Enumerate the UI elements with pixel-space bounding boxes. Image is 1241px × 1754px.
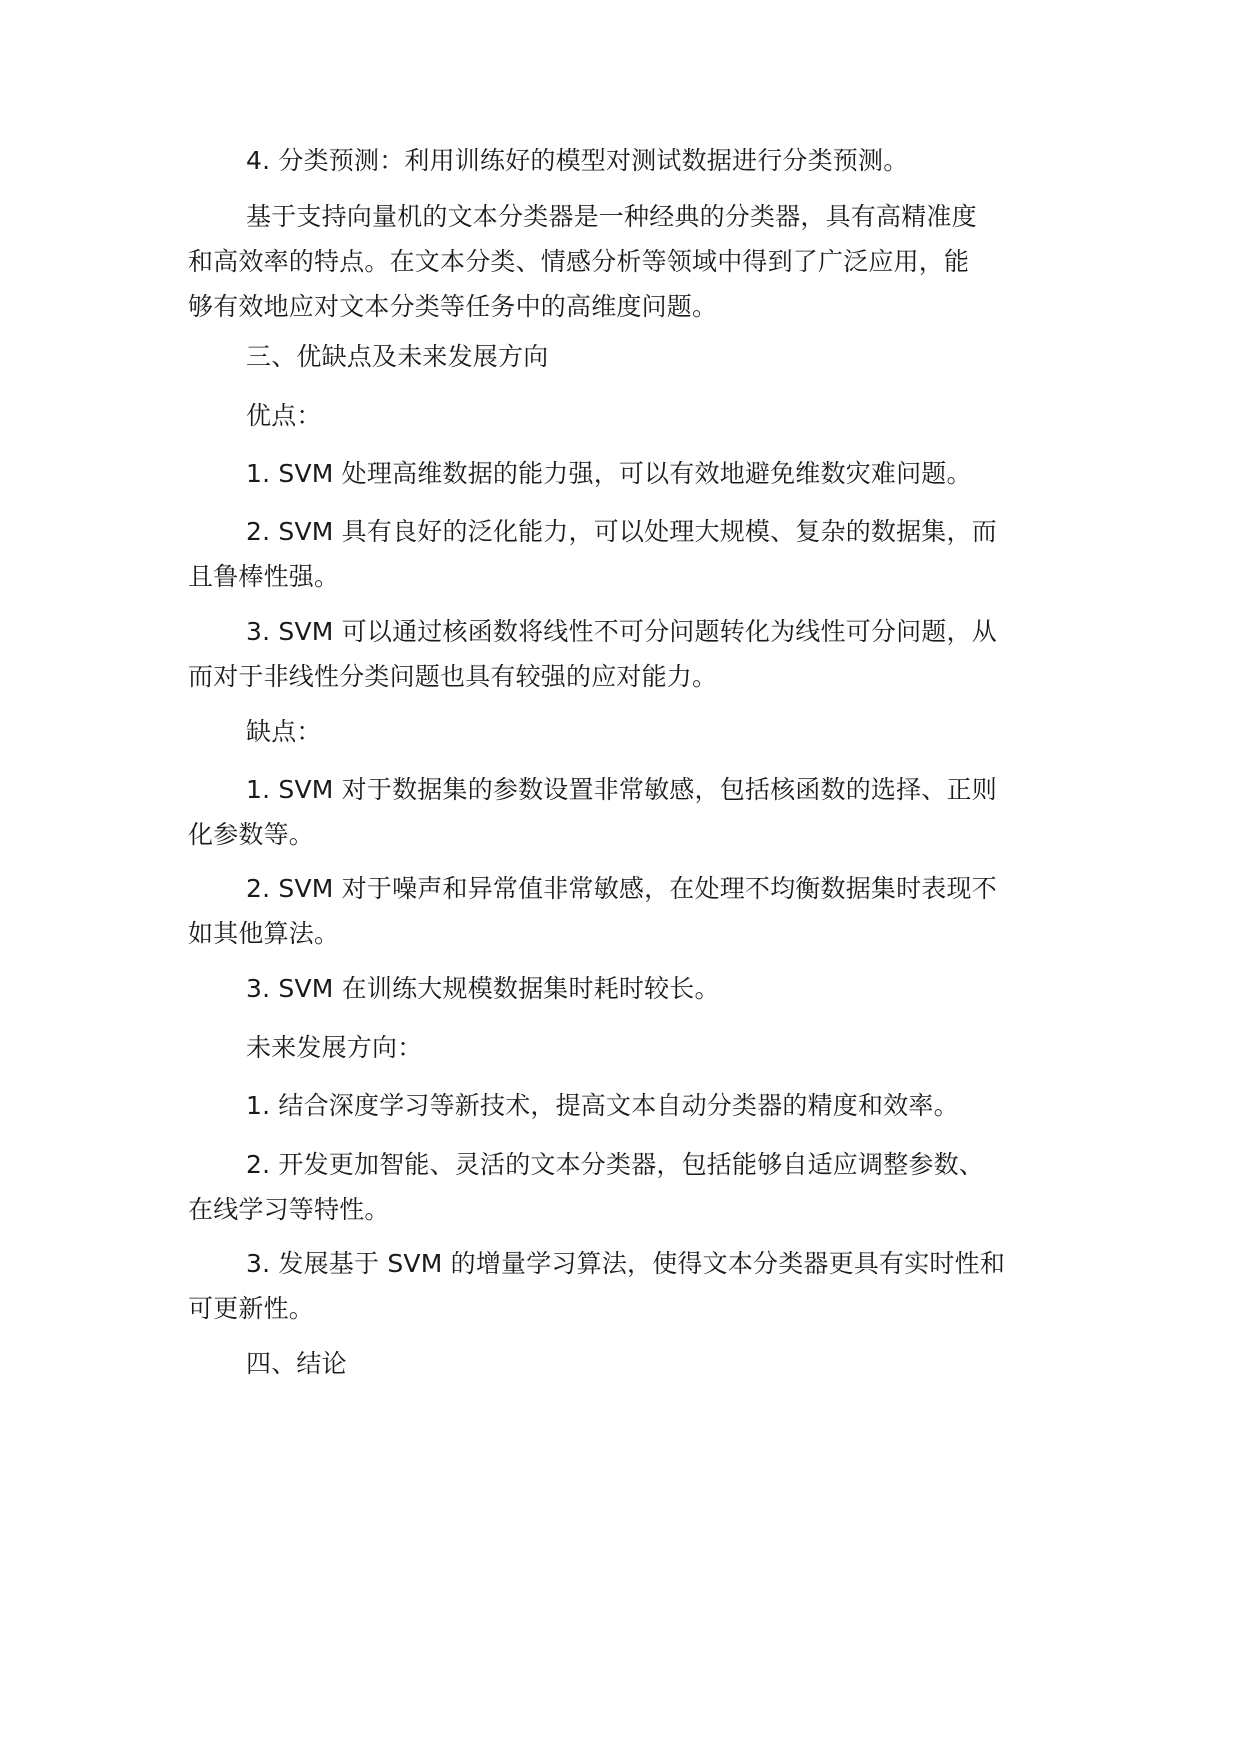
section-heading-conclusion: [188, 1341, 1058, 1386]
text-line: 三、优缺点及未来发展方向: [246, 342, 549, 371]
text-line: 而对于非线性分类问题也具有较强的应对能力。: [188, 662, 718, 691]
text-line: 缺点：: [246, 717, 322, 746]
text-line: 够有效地应对文本分类等任务中的高维度问题。: [188, 292, 718, 321]
text-line: 2. SVM 具有良好的泛化能力，可以处理大规模、复杂的数据集，而: [246, 517, 997, 546]
text-line: 和高效率的特点。在文本分类、情感分析等领域中得到了广泛应用，能: [188, 247, 970, 276]
disadvantage-item-3: [188, 966, 1058, 1011]
text-line: 1. SVM 对于数据集的参数设置非常敏感，包括核函数的选择、正则: [246, 775, 997, 804]
text-line: 1. 结合深度学习等新技术，提高文本自动分类器的精度和效率。: [246, 1091, 959, 1120]
future-direction-item-3: [188, 1241, 1058, 1331]
text-line: 如其他算法。: [188, 919, 340, 948]
section-heading-pros-cons: [188, 334, 1058, 379]
disadvantage-item-1: [188, 767, 1058, 857]
subheading-advantages: [188, 393, 1058, 438]
future-direction-item-2: [188, 1142, 1058, 1232]
text-line: 3. SVM 可以通过核函数将线性不可分问题转化为线性可分问题，从: [246, 617, 997, 646]
text-line: 4. 分类预测：利用训练好的模型对测试数据进行分类预测。: [246, 146, 909, 175]
text-line: 化参数等。: [188, 820, 315, 849]
disadvantage-item-2: [188, 866, 1058, 956]
text-line: 可更新性。: [188, 1294, 315, 1323]
text-line: 2. 开发更加智能、灵活的文本分类器，包括能够自适应调整参数、: [246, 1150, 985, 1179]
text-line: 四、结论: [246, 1349, 347, 1378]
text-line: 未来发展方向：: [246, 1033, 423, 1062]
text-line: 3. SVM 在训练大规模数据集时耗时较长。: [246, 974, 720, 1003]
text-line: 优点：: [246, 401, 322, 430]
text-line: 且鲁棒性强。: [188, 562, 340, 591]
subheading-disadvantages: [188, 709, 1058, 754]
text-line: 3. 发展基于 SVM 的增量学习算法，使得文本分类器更具有实时性和: [246, 1249, 1006, 1278]
text-line: 在线学习等特性。: [188, 1195, 390, 1224]
subheading-future-directions: [188, 1025, 1058, 1070]
future-direction-item-1: [188, 1083, 1058, 1128]
text-line: 1. SVM 处理高维数据的能力强，可以有效地避免维数灾难问题。: [246, 459, 972, 488]
paragraph-classification-prediction: [188, 138, 1058, 183]
advantage-item-2: [188, 509, 1058, 599]
advantage-item-1: [188, 451, 1058, 496]
advantage-item-3: [188, 609, 1058, 699]
text-line: 2. SVM 对于噪声和异常值非常敏感，在处理不均衡数据集时表现不: [246, 874, 997, 903]
paragraph-svm-text-classifier-summary: [188, 194, 1058, 329]
text-line: 基于支持向量机的文本分类器是一种经典的分类器，具有高精准度: [246, 202, 977, 231]
